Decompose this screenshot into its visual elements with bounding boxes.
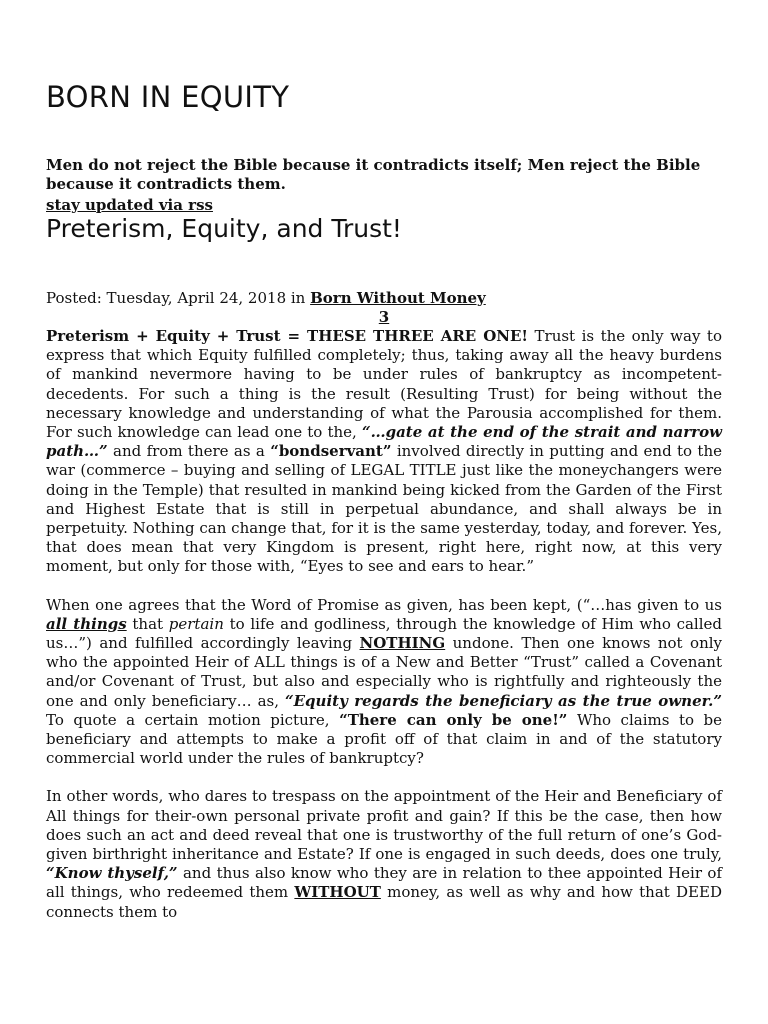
emphasis-equation: Preterism + Equity + Trust = THESE THREE ARE ONE! <box>46 327 528 345</box>
emphasis-pertain: pertain <box>168 614 224 633</box>
quote-strait-path: “…gate at the end of the strait and narrow path…” <box>46 423 722 461</box>
emphasis-without: WITHOUT <box>294 883 381 902</box>
post-title[interactable]: Preterism, Equity, and Trust! <box>46 214 402 243</box>
comment-count-link[interactable]: 3 <box>378 308 390 326</box>
post-body <box>46 327 722 941</box>
paragraph-1: Preterism + Equity + Trust = THESE THREE ARE ONE! Trust is the only way to express that which Equity fulfilled completely; thus, taking away all the heavy burdens of mankind nevermore having to be under rules of bankruptcy as incompetent-decedents. For such a thing is the result (Resulting Trust) for being without the necessary knowledge and understanding of what the Parousia accomplished for them. For such knowledge can lead one to the, “…gate at the end of the strait and narrow path…” and from there as a “bondservant” involved directly in putting and end to the war (commerce – buying and selling of LEGAL TITLE just like the moneychangers were doing in the Temple) that resulted in mankind being kicked from the Garden of the First and Highest Estate that is still in perpetual abundance, and shall always be in perpetuity. Nothing can change that, for it is the same yesterday, today, and forever. Yes, that does mean that very Kingdom is present, right here, right now, at this very moment, but only for those with, “Eyes to see and ears to hear.” <box>46 327 722 576</box>
emphasis-nothing: NOTHING <box>359 634 446 653</box>
blog-tagline: Men do not reject the Bible because it contradicts itself; Men reject the Bible because it contradicts them. <box>46 156 701 193</box>
emphasis-bondservant: “bondservant” <box>270 442 392 461</box>
quote-know-thyself: “Know thyself,” <box>46 864 178 883</box>
paragraph-2: When one agrees that the Word of Promise as given, has been kept, (“…has given to us all things that pertain to life and godliness, through the knowledge of Him who called us…”) and fulfilled accordingly leaving NOTHING undone. Then one knows not only who the appointed Heir of ALL things is of a New and Better “Trust” called a Covenant and/or Covenant of Trust, but also and especially who is rightfully and righteously the one and only beneficiary… as, “Equity regards the beneficiary as the true owner.” To quote a certain motion picture, “There can only be one!” Who claims to be beneficiary and attempts to make a profit off of that claim in and of the statutory commercial world under the rules of bankruptcy? <box>46 595 723 768</box>
quote-only-one: “There can only be one!” <box>339 710 568 729</box>
emphasis-all-things: all things <box>46 614 127 633</box>
posted-date: Posted: Tuesday, April 24, 2018 in <box>46 289 311 307</box>
category-link[interactable]: Born Without Money <box>310 289 486 307</box>
post-meta <box>46 289 722 308</box>
blog-title[interactable]: BORN IN EQUITY <box>46 80 290 114</box>
rss-link[interactable]: stay updated via rss <box>46 196 213 214</box>
paragraph-3: In other words, who dares to trespass on the appointment of the Heir and Beneficiary of All things for their-own personal private profit and gain? If this be the case, then how does such an act and deed reveal that one is trustworthy of the full return of one’s God-given birthright inheritance and Estate? If one is engaged in such deeds, does one truly, “Know thyself,” and thus also know who they are in relation to thee appointed Heir of all things, who redeemed them WITHOUT money, as well as why and how that DEED connects them to <box>46 787 722 921</box>
quote-equity-beneficiary: “Equity regards the beneficiary as the true owner.” <box>284 691 722 710</box>
